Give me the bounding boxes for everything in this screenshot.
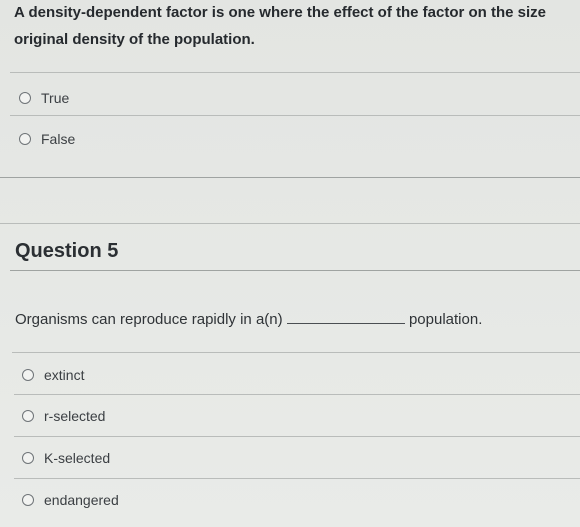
option-r-selected[interactable]	[22, 408, 105, 424]
question-5-title: Question 5	[15, 240, 119, 262]
option-extinct[interactable]	[22, 367, 84, 383]
divider	[10, 115, 580, 116]
prompt-text-after: population.	[408, 311, 483, 328]
option-label: True	[41, 90, 70, 106]
option-label: K-selected	[44, 450, 111, 466]
question-separator	[0, 223, 580, 224]
divider	[12, 352, 580, 353]
fill-in-blank	[287, 309, 405, 324]
radio-button[interactable]	[19, 133, 31, 145]
radio-button[interactable]	[22, 369, 34, 381]
divider	[14, 478, 580, 479]
radio-button[interactable]	[19, 92, 31, 104]
option-label: False	[41, 131, 76, 147]
radio-button[interactable]	[22, 410, 34, 422]
option-label: endangered	[44, 492, 119, 508]
option-false[interactable]	[19, 131, 75, 147]
radio-button[interactable]	[22, 452, 34, 464]
option-label: extinct	[44, 367, 85, 383]
prompt-text-before: Organisms can reproduce rapidly in a(n)	[15, 311, 283, 328]
question-5-prompt	[15, 309, 482, 328]
option-label: r-selected	[44, 408, 106, 424]
option-endangered[interactable]	[22, 492, 119, 508]
divider	[14, 394, 580, 395]
divider	[10, 72, 580, 73]
radio-button[interactable]	[22, 494, 34, 506]
question-4-text-line-2: original density of the population.	[14, 31, 255, 48]
question-separator	[0, 177, 580, 178]
question-header-divider	[10, 270, 580, 271]
option-k-selected[interactable]	[22, 450, 110, 466]
option-true[interactable]	[19, 90, 69, 106]
question-4-text-line-1: A density-dependent factor is one where the effect of the factor on the size	[14, 4, 547, 21]
divider	[14, 436, 580, 437]
